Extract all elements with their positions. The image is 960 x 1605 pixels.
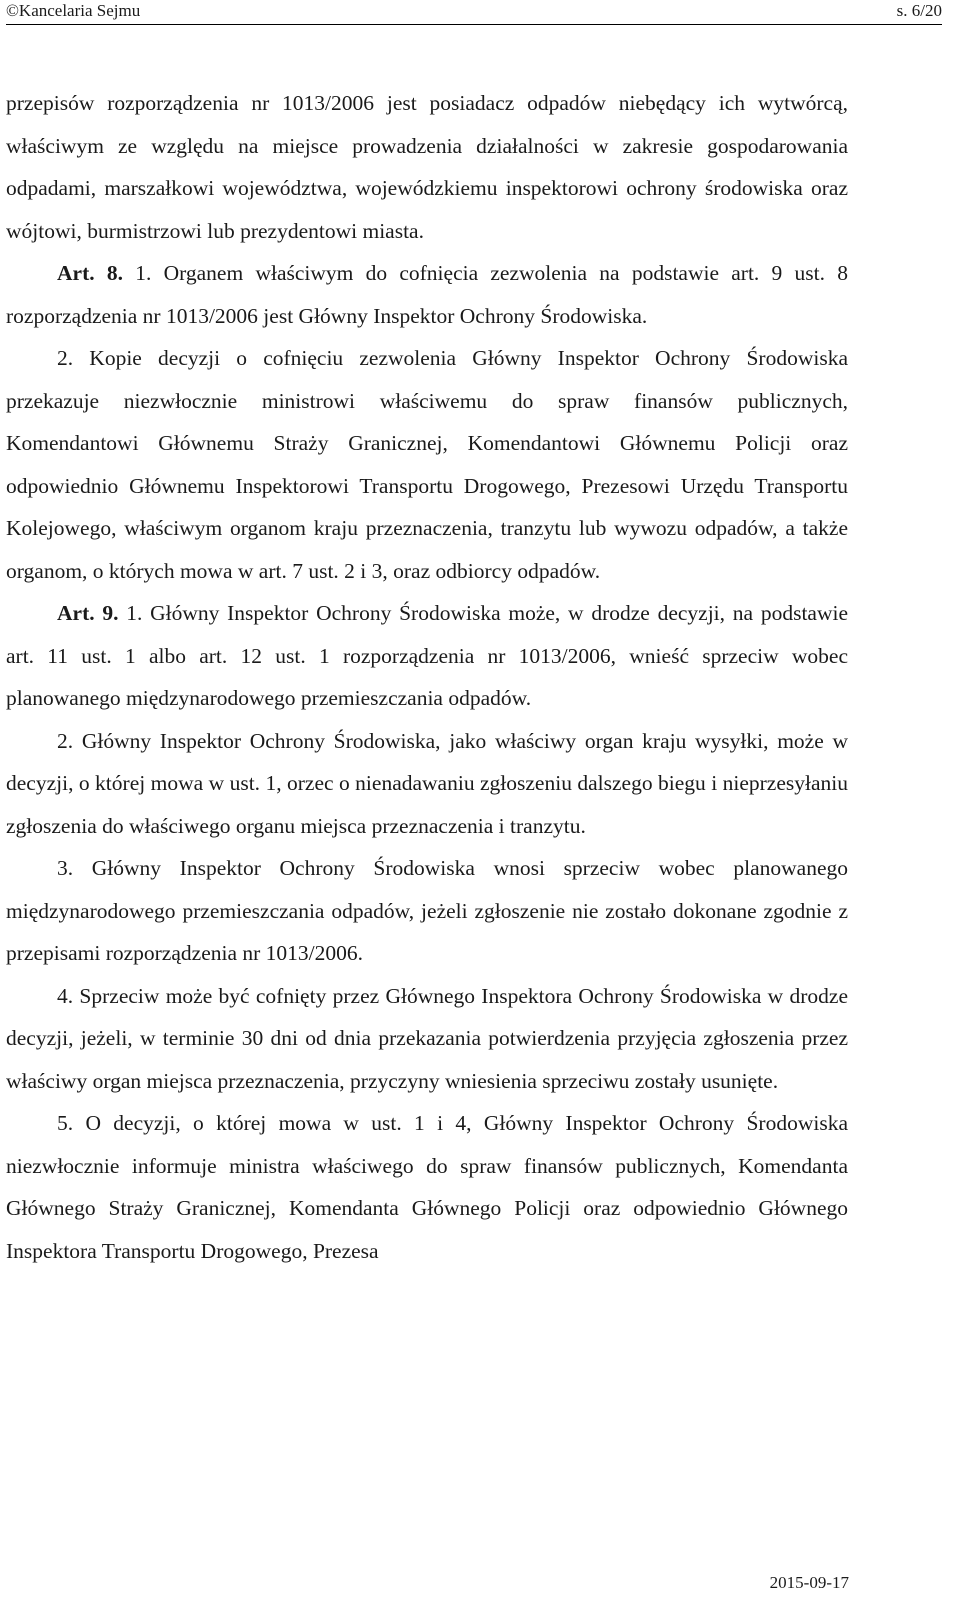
article-9-paragraph-3: [6, 847, 848, 975]
paragraph-continuation: [6, 82, 848, 252]
paragraph-text: 4. Sprzeciw może być cofnięty przez Głównego Inspektora Ochrony Środowiska w drodze decyzji, jeżeli, w terminie 30 dni od dnia przekazania potwierdzenia przyjęcia zgłoszenia przez właściwy organ miejsca przeznaczenia, przyczyny wniesienia sprzeciwu zostały usunięte.: [6, 983, 848, 1093]
paragraph-text: 1. Organem właściwym do cofnięcia zezwolenia na podstawie art. 9 ust. 8 rozporządzenia nr 1013/2006 jest Główny Inspektor Ochrony Środowiska.: [6, 261, 849, 328]
paragraph-text: 3. Główny Inspektor Ochrony Środowiska wnosi sprzeciw wobec planowanego międzynarodowego przemieszczania odpadów, jeżeli zgłoszenie nie zostało dokonane zgodnie z przepisami rozporządzenia nr 1013/2006.: [6, 856, 848, 965]
article-label: Art. 8.: [57, 261, 123, 285]
document-body: [6, 82, 848, 1272]
paragraph-text: przepisów rozporządzenia nr 1013/2006 jest posiadacz odpadów niebędący ich wytwórcą, właściwym ze względu na miejsce prowadzenia działalności w zakresie gospodarowania odpadami, marszałkowi województwa, wojewódzkiemu inspektorowi ochrony środowiska oraz wójtowi, burmistrzowi lub prezydentowi miasta.: [6, 91, 848, 243]
article-8-paragraph-1: [6, 252, 848, 337]
article-label: Art. 9.: [57, 601, 119, 625]
article-9-paragraph-2: [6, 720, 848, 848]
article-9-paragraph-4: [6, 975, 848, 1103]
paragraph-text: 2. Główny Inspektor Ochrony Środowiska, jako właściwy organ kraju wysyłki, może w decyzji, o której mowa w ust. 1, orzec o nienadawaniu zgłoszeniu dalszego biegu i nieprzesyłaniu zgłoszenia do właściwego organu miejsca przeznaczenia i tranzytu.: [6, 728, 848, 838]
paragraph-text: 1. Główny Inspektor Ochrony Środowiska może, w drodze decyzji, na podstawie art. 11 ust. 1 albo art. 12 ust. 1 rozporządzenia nr 1013/2006, wnieść sprzeciw wobec planowanego międzynarodowego przemieszczania odpadów.: [6, 601, 848, 710]
article-8-paragraph-2: [6, 337, 848, 592]
paragraph-text: 2. Kopie decyzji o cofnięciu zezwolenia Główny Inspektor Ochrony Środowiska przekazuje niezwłocznie ministrowi właściwemu do spraw finansów publicznych, Komendantowi Głównemu Straży Granicznej, Komendantowi Głównemu Policji oraz odpowiednio Głównemu Inspektorowi Transportu Drogowego, Prezesowi Urzędu Transportu Kolejowego, właściwym organom kraju przeznaczenia, tranzytu lub wywozu odpadów, a także organom, o których mowa w art. 7 ust. 2 i 3, oraz odbiorcy odpadów.: [6, 346, 848, 583]
article-9-paragraph-1: [6, 592, 848, 720]
header-source: ©Kancelaria Sejmu: [6, 1, 141, 20]
page-header: [6, 0, 942, 25]
document-date: 2015-09-17: [769, 1573, 849, 1592]
page-number: s. 6/20: [896, 1, 942, 20]
article-9-paragraph-5: [6, 1102, 848, 1272]
paragraph-text: 5. O decyzji, o której mowa w ust. 1 i 4, Główny Inspektor Ochrony Środowiska niezwłocznie informuje ministra właściwego do spraw finansów publicznych, Komendanta Głównego Straży Granicznej, Komendanta Głównego Policji oraz odpowiednio Głównego Inspektora Transportu Drogowego, Prezesa: [6, 1111, 848, 1263]
